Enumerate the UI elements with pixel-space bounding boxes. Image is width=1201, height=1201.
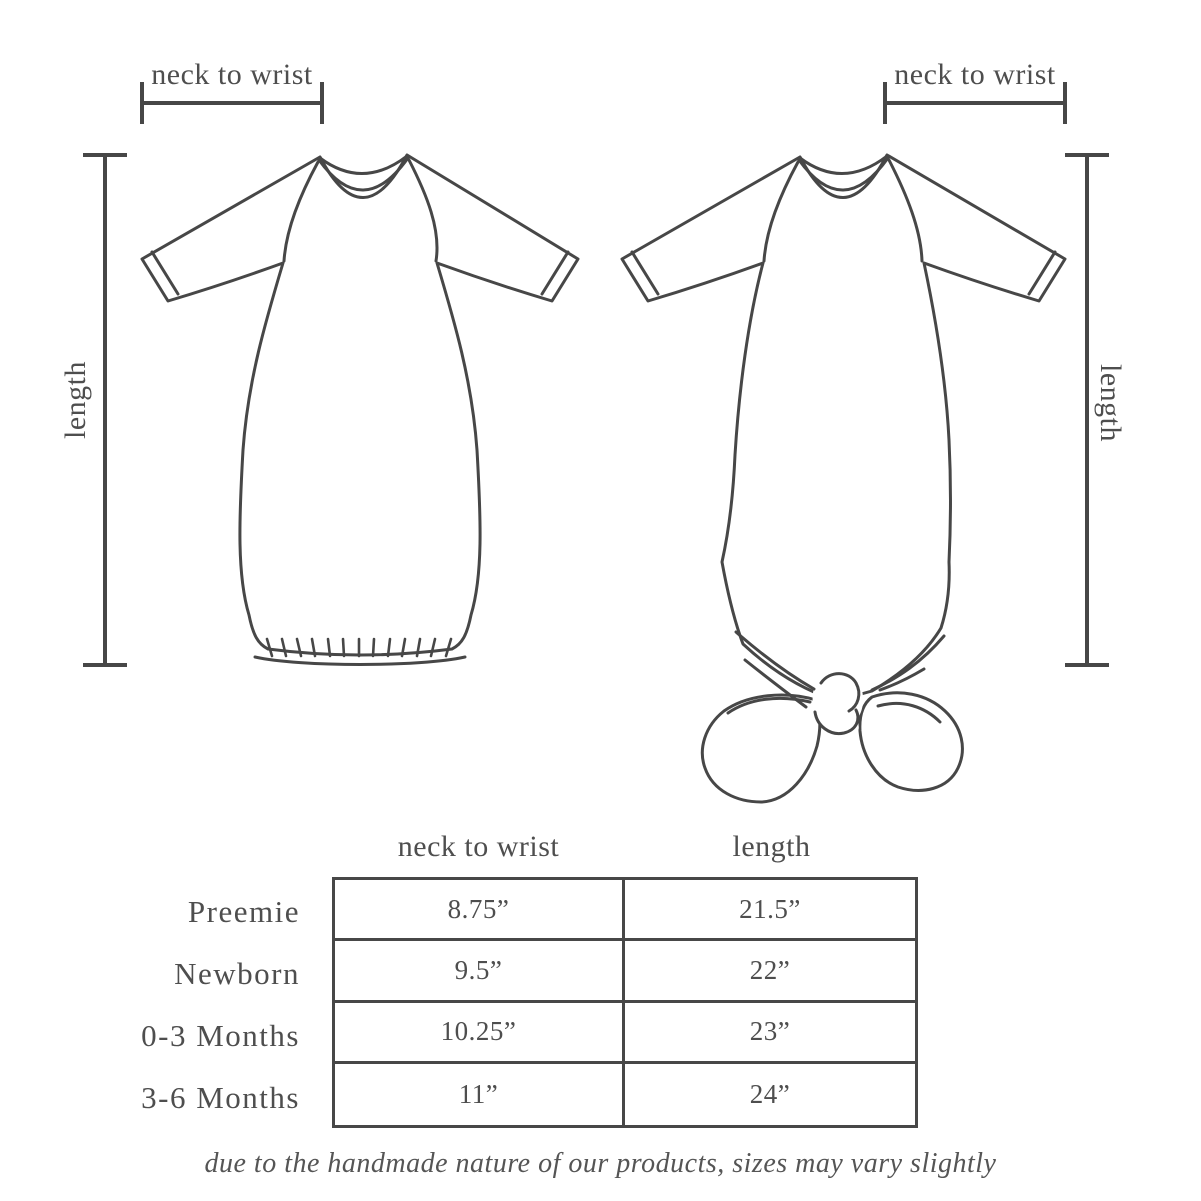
table-cell: 21.5”	[625, 880, 915, 941]
right-length-label: length	[1094, 364, 1127, 442]
row-label-newborn: Newborn	[174, 955, 300, 991]
left-neck-to-wrist-label: neck to wrist	[151, 58, 313, 91]
row-label-0-3-months: 0-3 Months	[141, 1017, 300, 1053]
elastic-bottom-gown-illustration	[142, 155, 578, 665]
row-label-3-6-months: 3-6 Months	[141, 1079, 300, 1115]
table-cell: 9.5”	[335, 941, 625, 1002]
size-table	[332, 877, 918, 1128]
table-cell: 10.25”	[335, 1003, 625, 1064]
table-cell: 24”	[749, 1078, 791, 1109]
right-neck-to-wrist-label: neck to wrist	[894, 58, 1056, 91]
handmade-disclaimer: due to the handmade nature of our products, sizes may vary slightly	[204, 1148, 997, 1179]
table-cell: 11”	[335, 1064, 625, 1125]
table-cell: 22”	[625, 941, 915, 1002]
left-length-label: length	[59, 361, 92, 439]
knotted-gown-illustration	[622, 155, 1065, 802]
knot-left-tail	[702, 695, 820, 802]
measurement-lines	[83, 82, 1109, 665]
knot-right-tail	[860, 693, 963, 791]
row-label-preemie: Preemie	[187, 893, 300, 929]
table-header-length: length	[732, 830, 811, 863]
table-cell: 8.75”	[335, 880, 625, 941]
table-header-neck-to-wrist: neck to wrist	[397, 830, 560, 863]
elastic-hem-band	[255, 657, 465, 665]
table-cell: 23”	[625, 1003, 915, 1064]
